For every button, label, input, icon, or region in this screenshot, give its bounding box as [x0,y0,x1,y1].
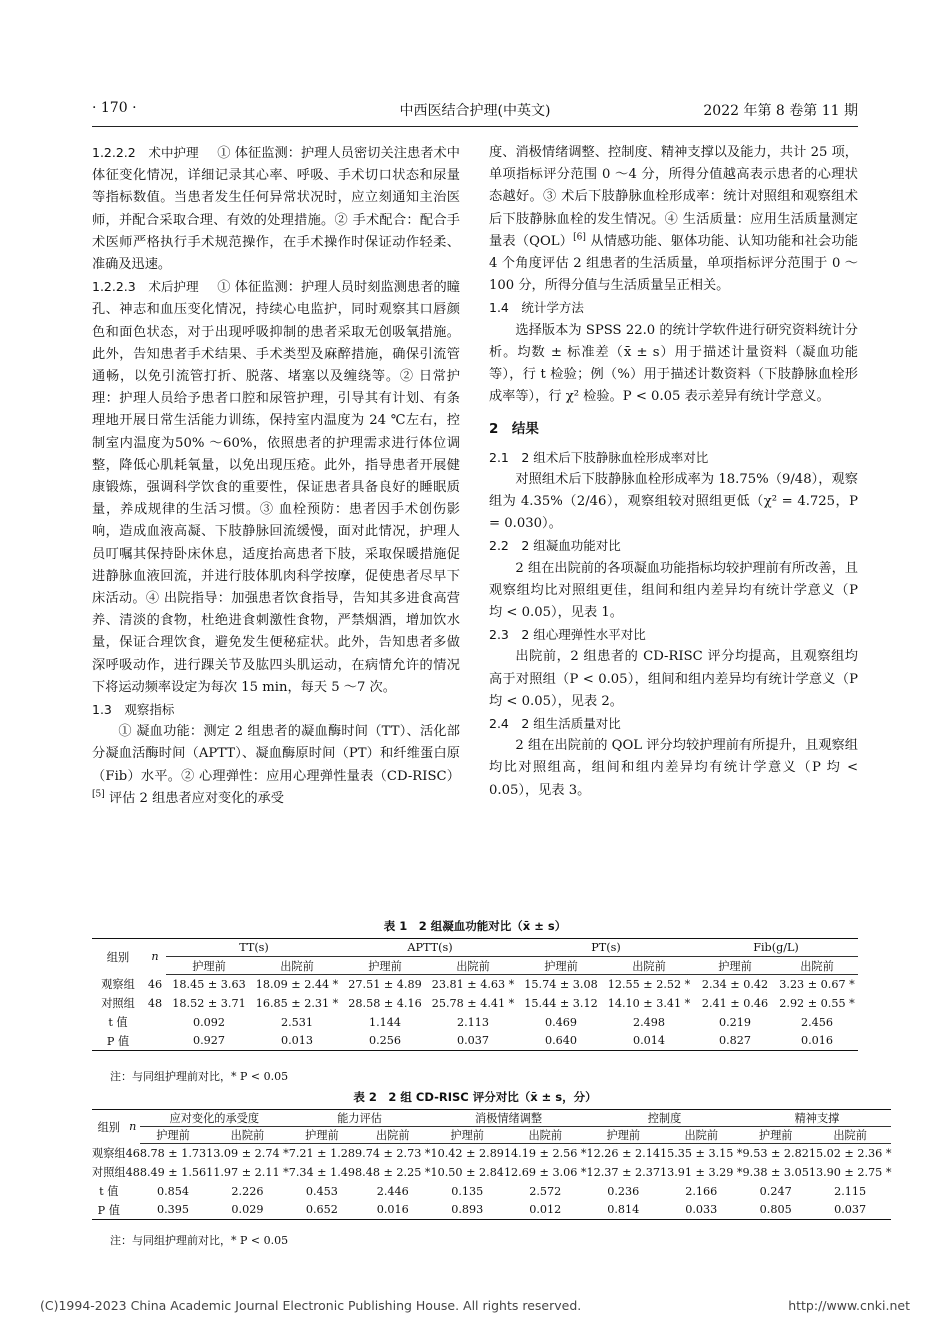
table2-cell: 2.226 [231,1184,264,1198]
section-heading-2-2: 2.2 2 组凝血功能对比 [489,538,621,554]
table1-header-pt: PT(s) [518,939,694,957]
table2-cell: 13.91 ± 3.29 * [659,1165,743,1179]
table1-subheader: 出院前 [776,957,858,975]
table2-cell: 0.247 [759,1184,792,1198]
paragraph-intraop-care [92,142,460,276]
table1-cell: 2.34 ± 0.42 [701,977,769,991]
table1-subheader: 出院前 [428,957,518,975]
citation-5: [5] [92,789,105,800]
paragraph-postop-care [92,276,460,699]
table1-cell: 16.85 ± 2.31 * [255,996,339,1010]
table1-subheader: 护理前 [694,957,776,975]
table1-header-fib: Fib(g/L) [694,939,858,957]
table1-cell: 18.45 ± 3.63 [172,977,246,991]
table1-cell: 12.55 ± 2.52 * [607,977,691,991]
table2-cell: 10.42 ± 2.89 [430,1146,504,1160]
footer-link[interactable]: http://www.cnki.net [788,1298,910,1313]
table1-cell: 15.74 ± 3.08 [524,977,598,991]
table2-cell-n [126,1182,140,1201]
paragraph-indicators [92,721,460,810]
table2-cell: 0.012 [504,1201,587,1220]
table2-cell: 12.37 ± 2.37 [586,1165,660,1179]
right-column [489,142,858,802]
section-heading-1-4: 1.4 统计学方法 [489,300,584,316]
table1-cell: 18.52 ± 3.71 [172,996,246,1010]
table2-subheader: 护理前 [289,1127,355,1144]
table2-header-ability: 能力评估 [289,1110,431,1127]
table1-cell: 0.016 [776,1032,858,1051]
table1-cell: 2.531 [280,1015,314,1029]
table2-cell: 0.805 [743,1201,809,1220]
table1 [92,938,858,1051]
section-label-1-2-2-3: 1.2.2.3 术后护理 [92,279,199,295]
table2-cell: 2.115 [834,1184,867,1198]
paragraph-quality-of-life: 2 组在出院前的 QOL 评分均较护理前有所提升，且观察组均比对照组高，组间和组内差异均有统计学意义（P 均 < 0.05），见表 3。 [489,738,858,798]
table2-subheader: 出院前 [809,1127,892,1144]
journal-issue: 2022 年第 8 卷第 11 期 [703,103,858,119]
table2-subheader: 出院前 [206,1127,289,1144]
table1-cell: 23.81 ± 4.63 * [431,977,515,991]
table2-cell: 0.236 [607,1184,640,1198]
table2-cell: 8.48 ± 2.25 * [355,1165,431,1179]
table2-note: 注：与同组护理前对比，* P < 0.05 [110,1234,289,1247]
table2-header-control: 控制度 [587,1110,743,1127]
table-row [92,994,858,1013]
table2-cell: 12.69 ± 3.06 * [503,1165,587,1179]
table2-cell: 7.21 ± 1.28 [288,1146,356,1160]
paragraph-text: 评估 2 组患者应对变化的承受 [104,790,284,806]
paragraph-text: 从情感功能、躯体功能、认知功能和社会功能 4 个角度评估 2 组患者的生活质量，单项指标评分范围于 0 ～100 分，所得分值与生活质量呈正相关。 [489,233,858,294]
table2-cell: 0.814 [587,1201,660,1220]
table1-cell: 0.469 [544,1015,578,1029]
table1-cell-n: 48 [147,996,163,1010]
table1-cell: 0.927 [166,1032,252,1051]
table1-cell: 0.640 [518,1032,604,1051]
table1-cell: 2.456 [800,1015,834,1029]
table2-cell-n: 48 [125,1165,140,1179]
table2-cell: 0.893 [431,1201,504,1220]
section-heading-2-1: 2.1 2 组术后下肢静脉血栓形成率对比 [489,449,709,465]
table2-subheader: 出院前 [355,1127,430,1144]
table2-cell: 11.97 ± 2.11 * [206,1165,289,1179]
table2-cell: 15.35 ± 3.15 * [659,1146,743,1160]
table2-cell: 0.029 [206,1201,289,1220]
table1-row-label: P 值 [92,1032,144,1051]
table2-header-emotion: 消极情绪调整 [431,1110,587,1127]
table2-cell: 15.02 ± 2.36 * [808,1146,892,1160]
table2-title: 表 2 2 组 CD-RISC 评分对比（x̄ ± s，分） [353,1090,597,1104]
table2-cell: 0.395 [140,1201,206,1220]
paragraph-text: ① 体征监测：护理人员时刻监测患者的瞳孔、神志和血压变化情况，持续心电监护，同时观察其口唇颜色和面色状态，对于出现呼吸抑制的患者采取无创吸氧措施。此外，告知患者手术结果、手术类型及麻醉措施，确保引流管通畅，以免引流管打折、脱落、堵塞以及缠绕等。② 日常护理：护理人员给予患者口腔和尿管护理，引导其有计划、有条理地开展日常生活能力训练，保持室内温度为 24 ℃左右，控制室内温度为50% ～60%，依照患者的护理需求进行体位调整，降低心肌耗氧量，以免出现压疮。此外，指导患者开展健康锻炼，强调科学饮食的重要性，保证患者具备良好的睡眠质量，养成规律的生活习惯。③ 血栓预防：患者因手术创伤影响，造成血液高凝、下肢静脉回流缓慢，面对此情况，护理人员叮嘱其保持卧床休息，适度抬高患者下肢，采取保暖措施促进静脉血液回流，并进行肢体肌肉科学按摩，促使患者尽早下床活动。④ 出院指导：加强患者饮食指导，告知其多进食高营养、清淡的食物，杜绝进食刺激性食物，严禁烟酒，增加饮水量，保证合理饮食，避免发生便秘症状。此外，告知患者多做深呼吸动作，进行踝关节及肱四头肌运动，在病情允许的情况下将运动频率设定为每次 15 min，每天 5 ～7 次。 [92,280,460,695]
table2-cell: 2.166 [685,1184,718,1198]
table1-cell: 27.51 ± 4.89 [348,977,422,991]
table2-header-group: 组别 [92,1110,126,1144]
paragraph-resilience: 出院前，2 组患者的 CD-RISC 评分均提高，且观察组均高于对照组（P < 0.05），组间和组内差异均有统计学意义（P 均 < 0.05），见表 2。 [489,649,858,709]
table1-cell: 2.498 [632,1015,666,1029]
table2-cell: 2.572 [529,1184,562,1198]
table1-title: 表 1 2 组凝血功能对比（x̄ ± s） [383,919,567,933]
table2-header-spiritual: 精神支撑 [743,1110,892,1127]
table1-header-tt: TT(s) [166,939,342,957]
table-row [92,1032,858,1051]
table-row [92,975,858,994]
table2-cell: 9.53 ± 2.82 [742,1146,809,1160]
table1-cell: 28.58 ± 4.16 [348,996,422,1010]
table2-cell: 0.135 [451,1184,484,1198]
table1-row-label: 观察组 [101,978,135,991]
table2-cell: 9.74 ± 2.73 * [355,1146,431,1160]
section-label-1-2-2-2: 1.2.2.2 术中护理 [92,145,199,160]
table2-row-label: t 值 [99,1185,119,1198]
table-row [92,1013,858,1032]
table2-subheader: 护理前 [431,1127,504,1144]
left-column [92,142,460,810]
table1-cell: 0.827 [694,1032,776,1051]
table2-subheader: 出院前 [660,1127,743,1144]
section-heading-2-4: 2.4 2 组生活质量对比 [489,716,621,732]
table1-header-aptt: APTT(s) [342,939,518,957]
table1-cell: 0.219 [718,1015,752,1029]
table1-cell: 0.092 [192,1015,226,1029]
table2-cell: 0.652 [289,1201,355,1220]
table1-cell-n: 46 [147,977,163,991]
table2-row-label: P 值 [92,1201,126,1220]
table2-cell: 0.016 [355,1201,430,1220]
table1-cell: 0.014 [604,1032,694,1051]
table1-cell: 0.256 [342,1032,428,1051]
table2-cell: 9.38 ± 3.05 [742,1165,809,1179]
table1-cell: 18.09 ± 2.44 * [255,977,339,991]
table-row [92,1201,891,1220]
table2-cell: 13.09 ± 2.74 * [206,1146,289,1160]
table1-header-n: n [144,939,166,975]
paragraph-text: ① 凝血功能：测定 2 组患者的凝血酶时间（TT）、活化部分凝血活酶时间（APTT）、凝血酶原时间（PT）和纤维蛋白原（Fib）水平。② 心理弹性：应用心理弹性量表（CD-RISC） [92,724,460,784]
table1-subheader: 护理前 [166,957,252,975]
table2-row-label: 对照组 [92,1166,126,1179]
paragraph-indicators-cont [489,142,858,297]
table2-cell-n: 46 [125,1146,140,1160]
table-row [92,1144,891,1163]
citation-6: [6] [573,232,586,243]
table1-cell: 14.10 ± 3.41 * [607,996,691,1010]
table1-cell: 0.013 [252,1032,342,1051]
table2-row-label: 观察组 [92,1147,126,1160]
page-number: · 170 · [92,100,137,116]
table2-header-tolerance: 应对变化的承受度 [140,1110,289,1127]
section-heading-1-3: 1.3 观察指标 [92,702,175,718]
table1-cell: 15.44 ± 3.12 [524,996,598,1010]
table2-cell: 0.037 [809,1201,892,1220]
table2-cell: 0.453 [305,1184,338,1198]
paragraph-text: 度、消极情绪调整、控制度、精神支撑以及能力，共计 25 项，单项指标评分范围 0 ～4 分，所得分值越高表示患者的心理状态越好。③ 术后下肢静脉血栓形成率：统计对照组和观察组术后下肢静脉血栓的发生情况。④ 生活质量：应用生活质量测定量表（QOL） [489,145,858,249]
paragraph-text: ① 体征监测：护理人员密切关注患者术中体征变化情况，详细记录其心率、呼吸、手术切口状态和尿量等指标数值。当患者发生任何异常状况时，应立刻通知主治医师，并配合采取合理、有效的处理措施。② 手术配合：配合手术医师严格执行手术规范操作，在手术操作时保证动作轻柔、准确及迅速。 [92,146,460,273]
table1-subheader: 护理前 [342,957,428,975]
section-heading-2-3: 2.3 2 组心理弹性水平对比 [489,627,646,643]
section-heading-results: 2 结果 [489,421,539,438]
table2-cell: 8.78 ± 1.73 [139,1146,207,1160]
table1-subheader: 出院前 [604,957,694,975]
table2-cell: 0.854 [156,1184,189,1198]
table2-cell: 2.446 [376,1184,409,1198]
table2-subheader: 护理前 [743,1127,809,1144]
journal-title: 中西医结合护理(中英文) [399,103,551,119]
table2-header-n: n [126,1110,140,1144]
table1-cell: 2.92 ± 0.55 * [779,996,855,1010]
page-footer [40,1298,910,1313]
table-row [92,1182,891,1201]
page-header [92,96,858,127]
table2-cell-n [126,1201,140,1220]
table2 [92,1109,891,1220]
table2-subheader: 出院前 [504,1127,587,1144]
table2-cell: 12.26 ± 2.14 [586,1146,660,1160]
table-row [92,1163,891,1182]
copyright-text: (C)1994-2023 China Academic Journal Electronic Publishing House. All rights reserved. [40,1298,582,1313]
table2-subheader: 护理前 [587,1127,660,1144]
paragraph-statistics: 选择版本为 SPSS 22.0 的统计学软件进行研究资料统计分析。均数 ± 标准差（x̄ ± s）用于描述计量资料（凝血功能等），行 t 检验；例（%）用于描述计数资料（下肢静脉血栓形成率等），行 χ² 检验。P < 0.05 表示差异有统计学意义。 [489,322,858,405]
table1-cell-n [144,1032,166,1051]
table2-cell: 0.033 [660,1201,743,1220]
table1-cell: 25.78 ± 4.41 * [431,996,515,1010]
table2-subheader: 护理前 [140,1127,206,1144]
table1-row-label: 对照组 [101,997,135,1010]
table2-cell: 8.49 ± 1.56 [139,1165,207,1179]
paragraph-thrombosis: 对照组术后下肢静脉血栓形成率为 18.75%（9/48），观察组为 4.35%（2/46），观察组较对照组更低（χ² = 4.725，P = 0.030）。 [489,471,858,532]
table1-cell: 2.113 [456,1015,490,1029]
table1-note: 注：与同组护理前对比，* P < 0.05 [110,1070,289,1083]
table1-cell: 1.144 [368,1015,402,1029]
table1-subheader: 出院前 [252,957,342,975]
paragraph-coagulation: 2 组在出院前的各项凝血功能指标均较护理前有所改善，且观察组均比对照组更佳，组间和组内差异均有统计学意义（P 均 < 0.05），见表 1。 [489,560,858,621]
table2-cell: 14.19 ± 2.56 * [503,1146,587,1160]
table2-cell: 13.90 ± 2.75 * [808,1165,892,1179]
table2-cell: 7.34 ± 1.49 [288,1165,356,1179]
table1-cell-n [144,1013,166,1032]
table1-cell: 0.037 [428,1032,518,1051]
table1-header-group: 组别 [92,939,144,975]
table1-cell: 2.41 ± 0.46 [701,996,769,1010]
table2-cell: 10.50 ± 2.84 [430,1165,504,1179]
table1-row-label: t 值 [108,1016,128,1029]
table1-subheader: 护理前 [518,957,604,975]
table1-cell: 3.23 ± 0.67 * [779,977,855,991]
